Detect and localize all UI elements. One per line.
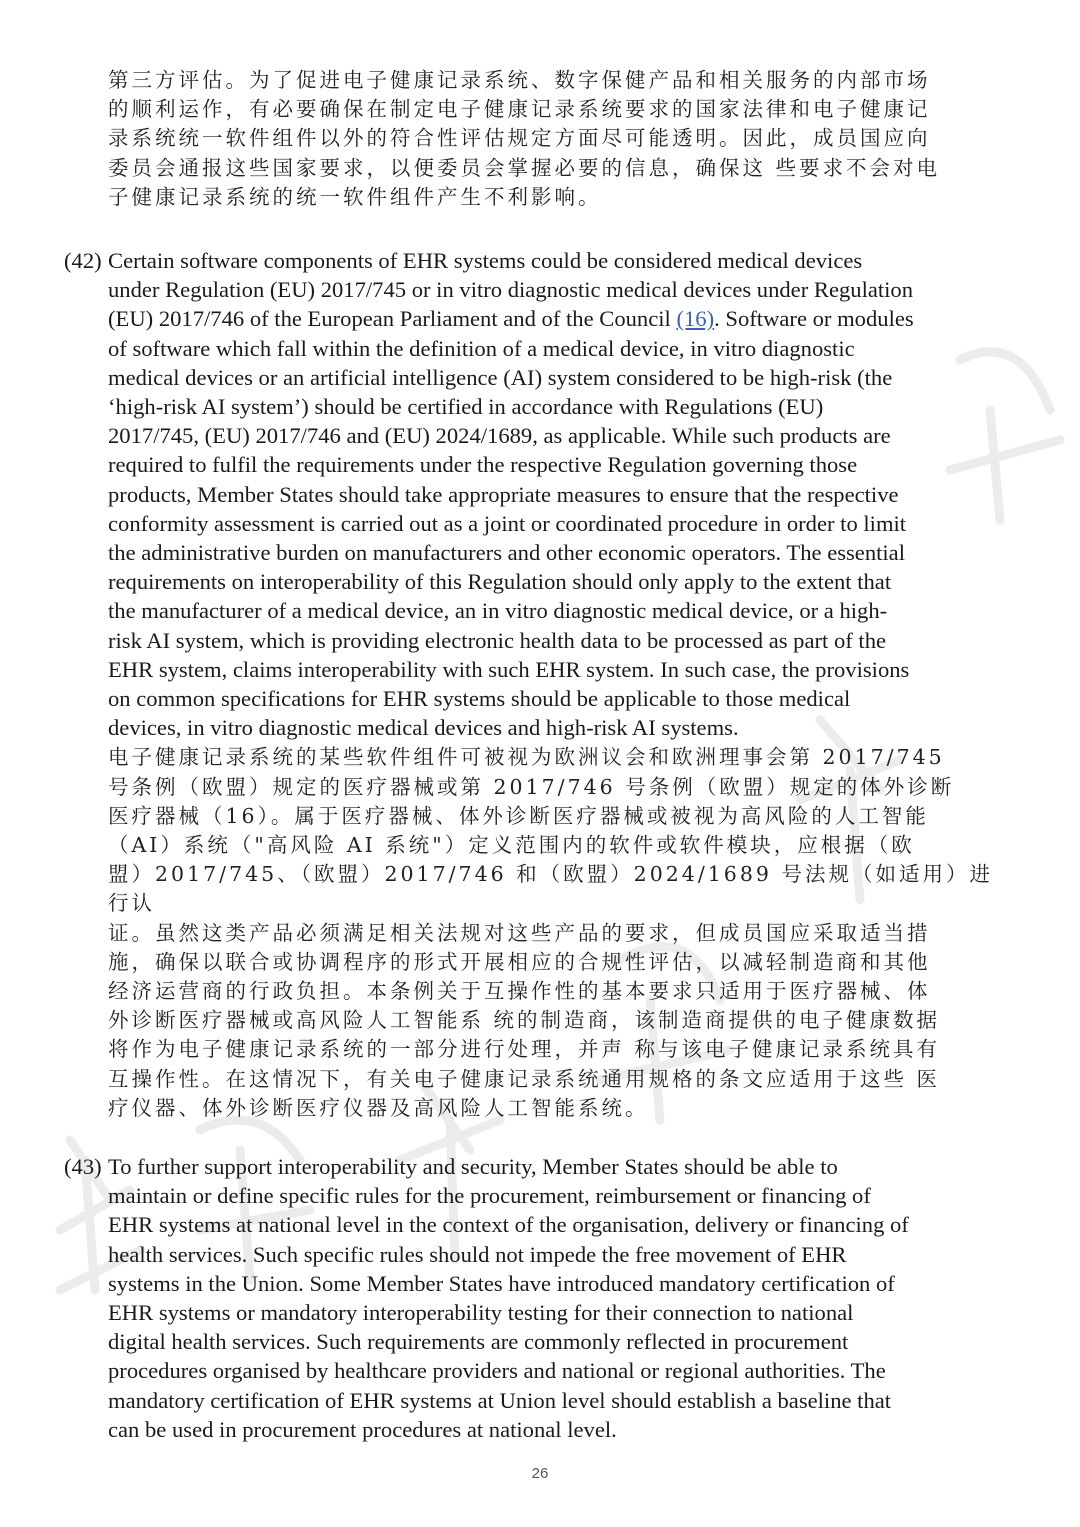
en-line: ‘high-risk AI system’) should be certified in accordance with Regulations (EU) <box>108 394 824 420</box>
en-line: requirements on interoperability of this Regulation should only apply to the extent that <box>108 569 892 595</box>
en-line: EHR systems at national level in the context of the organisation, delivery or financing of <box>108 1212 909 1238</box>
zh-line: 委员会通报这些国家要求，以便委员会掌握必要的信息，确保这 些要求不会对电 <box>108 155 941 180</box>
zh-line: 盟）2017/745、（欧盟）2017/746 和（欧盟）2024/1689 号法规（如适用）进行认 <box>108 862 993 916</box>
en-line <box>108 304 1014 333</box>
zh-line: 录系统统一软件组件以外的符合性评估规定方面尽可能透明。因此，成员国应向 <box>108 126 931 151</box>
zh-line: 证。虽然这类产品必须满足相关法规对这些产品的要求，但成员国应采取适当措 <box>108 920 931 945</box>
recital-42 <box>64 246 1014 1123</box>
en-line: procedures organised by healthcare providers and national or regional authorities. The <box>108 1358 886 1384</box>
en-line: of software which fall within the definition of a medical device, in vitro diagnostic <box>108 335 855 361</box>
en-line: health services. Such specific rules should not impede the free movement of EHR <box>108 1241 847 1267</box>
zh-line: 的顺利运作，有必要确保在制定电子健康记录系统要求的国家法律和电子健康记 <box>108 97 931 122</box>
en-line-text: (EU) 2017/746 of the European Parliament and of the Council <box>108 306 677 332</box>
en-line: EHR systems or mandatory interoperability testing for their connection to national <box>108 1300 854 1326</box>
en-line: risk AI system, which is providing electronic health data to be processed as part of the <box>108 627 887 653</box>
en-line: the administrative burden on manufacturers and other economic operators. The essential <box>108 540 905 566</box>
en-line: medical devices or an artificial intelligence (AI) system considered to be high-risk (the <box>108 364 893 390</box>
en-line: systems in the Union. Some Member States have introduced mandatory certification of <box>108 1270 895 1296</box>
en-line: EHR system, claims interoperability with such EHR system. In such case, the provisions <box>108 656 910 682</box>
en-line: Certain software components of EHR systems could be considered medical devices <box>108 248 863 273</box>
recital-42-english <box>64 246 1014 742</box>
en-line: on common specifications for EHR systems should be applicable to those medical <box>108 686 851 712</box>
en-line: devices, in vitro diagnostic medical devices and high-risk AI systems. <box>108 715 739 741</box>
zh-line: 号条例（欧盟）规定的医疗器械或第 2017/746 号条例（欧盟）规定的体外诊断 <box>108 774 955 799</box>
recital-number: (43) <box>64 1154 102 1179</box>
zh-line: 子健康记录系统的统一软件组件产生不利影响。 <box>108 184 602 209</box>
zh-line: 第三方评估。为了促进电子健康记录系统、数字保健产品和相关服务的内部市场 <box>108 68 931 92</box>
zh-line: 外诊断医疗器械或高风险人工智能系 统的制造商，该制造商提供的电子健康数据 <box>108 1008 941 1033</box>
page-number: 26 <box>531 1465 549 1482</box>
zh-line: 疗仪器、体外诊断医疗仪器及高风险人工智能系统。 <box>108 1095 649 1120</box>
en-line: digital health services. Such requirements are commonly reflected in procurement <box>108 1329 849 1355</box>
zh-line: 互操作性。在这情况下，有关电子健康记录系统通用规格的条文应适用于这些 医 <box>108 1066 941 1091</box>
recital-43-english <box>64 1152 1014 1444</box>
en-line: 2017/745, (EU) 2017/746 and (EU) 2024/1689, as applicable. While such products are <box>108 423 891 449</box>
en-line: conformity assessment is carried out as a joint or coordinated procedure in order to limit <box>108 510 907 536</box>
en-line-text: . Software or modules <box>714 306 914 332</box>
en-line: required to fulfil the requirements under the respective Regulation governing those <box>108 452 858 478</box>
en-line: can be used in procurement procedures at national level. <box>108 1416 617 1442</box>
en-line: To further support interoperability and security, Member States should be able to <box>108 1154 838 1179</box>
en-line: the manufacturer of a medical device, an in vitro diagnostic medical device, or a high- <box>108 598 888 624</box>
top-paragraph-zh <box>108 66 1013 212</box>
recital-42-chinese <box>64 743 1014 1123</box>
zh-line: 经济运营商的行政负担。本条例关于互操作性的基本要求只适用于医疗器械、体 <box>108 979 931 1004</box>
recital-number: (42) <box>64 248 102 273</box>
en-line: under Regulation (EU) 2017/745 or in vitro diagnostic medical devices under Regulation <box>108 277 914 303</box>
zh-line: （AI）系统（"高风险 AI 系统"）定义范围内的软件或软件模块，应根据（欧 <box>108 833 915 858</box>
en-line: mandatory certification of EHR systems at Union level should establish a baseline that <box>108 1387 892 1413</box>
en-line: maintain or define specific rules for the procurement, reimbursement or financing of <box>108 1183 871 1209</box>
zh-line: 将作为电子健康记录系统的一部分进行处理，并声 称与该电子健康记录系统具有 <box>108 1037 941 1062</box>
zh-line: 医疗器械（16）。属于医疗器械、体外诊断医疗器械或被视为高风险的人工智能 <box>108 803 929 828</box>
en-line: products, Member States should take appropriate measures to ensure that the respective <box>108 481 899 507</box>
recital-43 <box>64 1152 1014 1444</box>
zh-line: 电子健康记录系统的某些软件组件可被视为欧洲议会和欧洲理事会第 2017/745 <box>108 745 945 770</box>
zh-line: 施，确保以联合或协调程序的形式开展相应的合规性评估，以减轻制造商和其他 <box>108 949 931 974</box>
footnote-link-16[interactable]: (16) <box>676 306 715 332</box>
